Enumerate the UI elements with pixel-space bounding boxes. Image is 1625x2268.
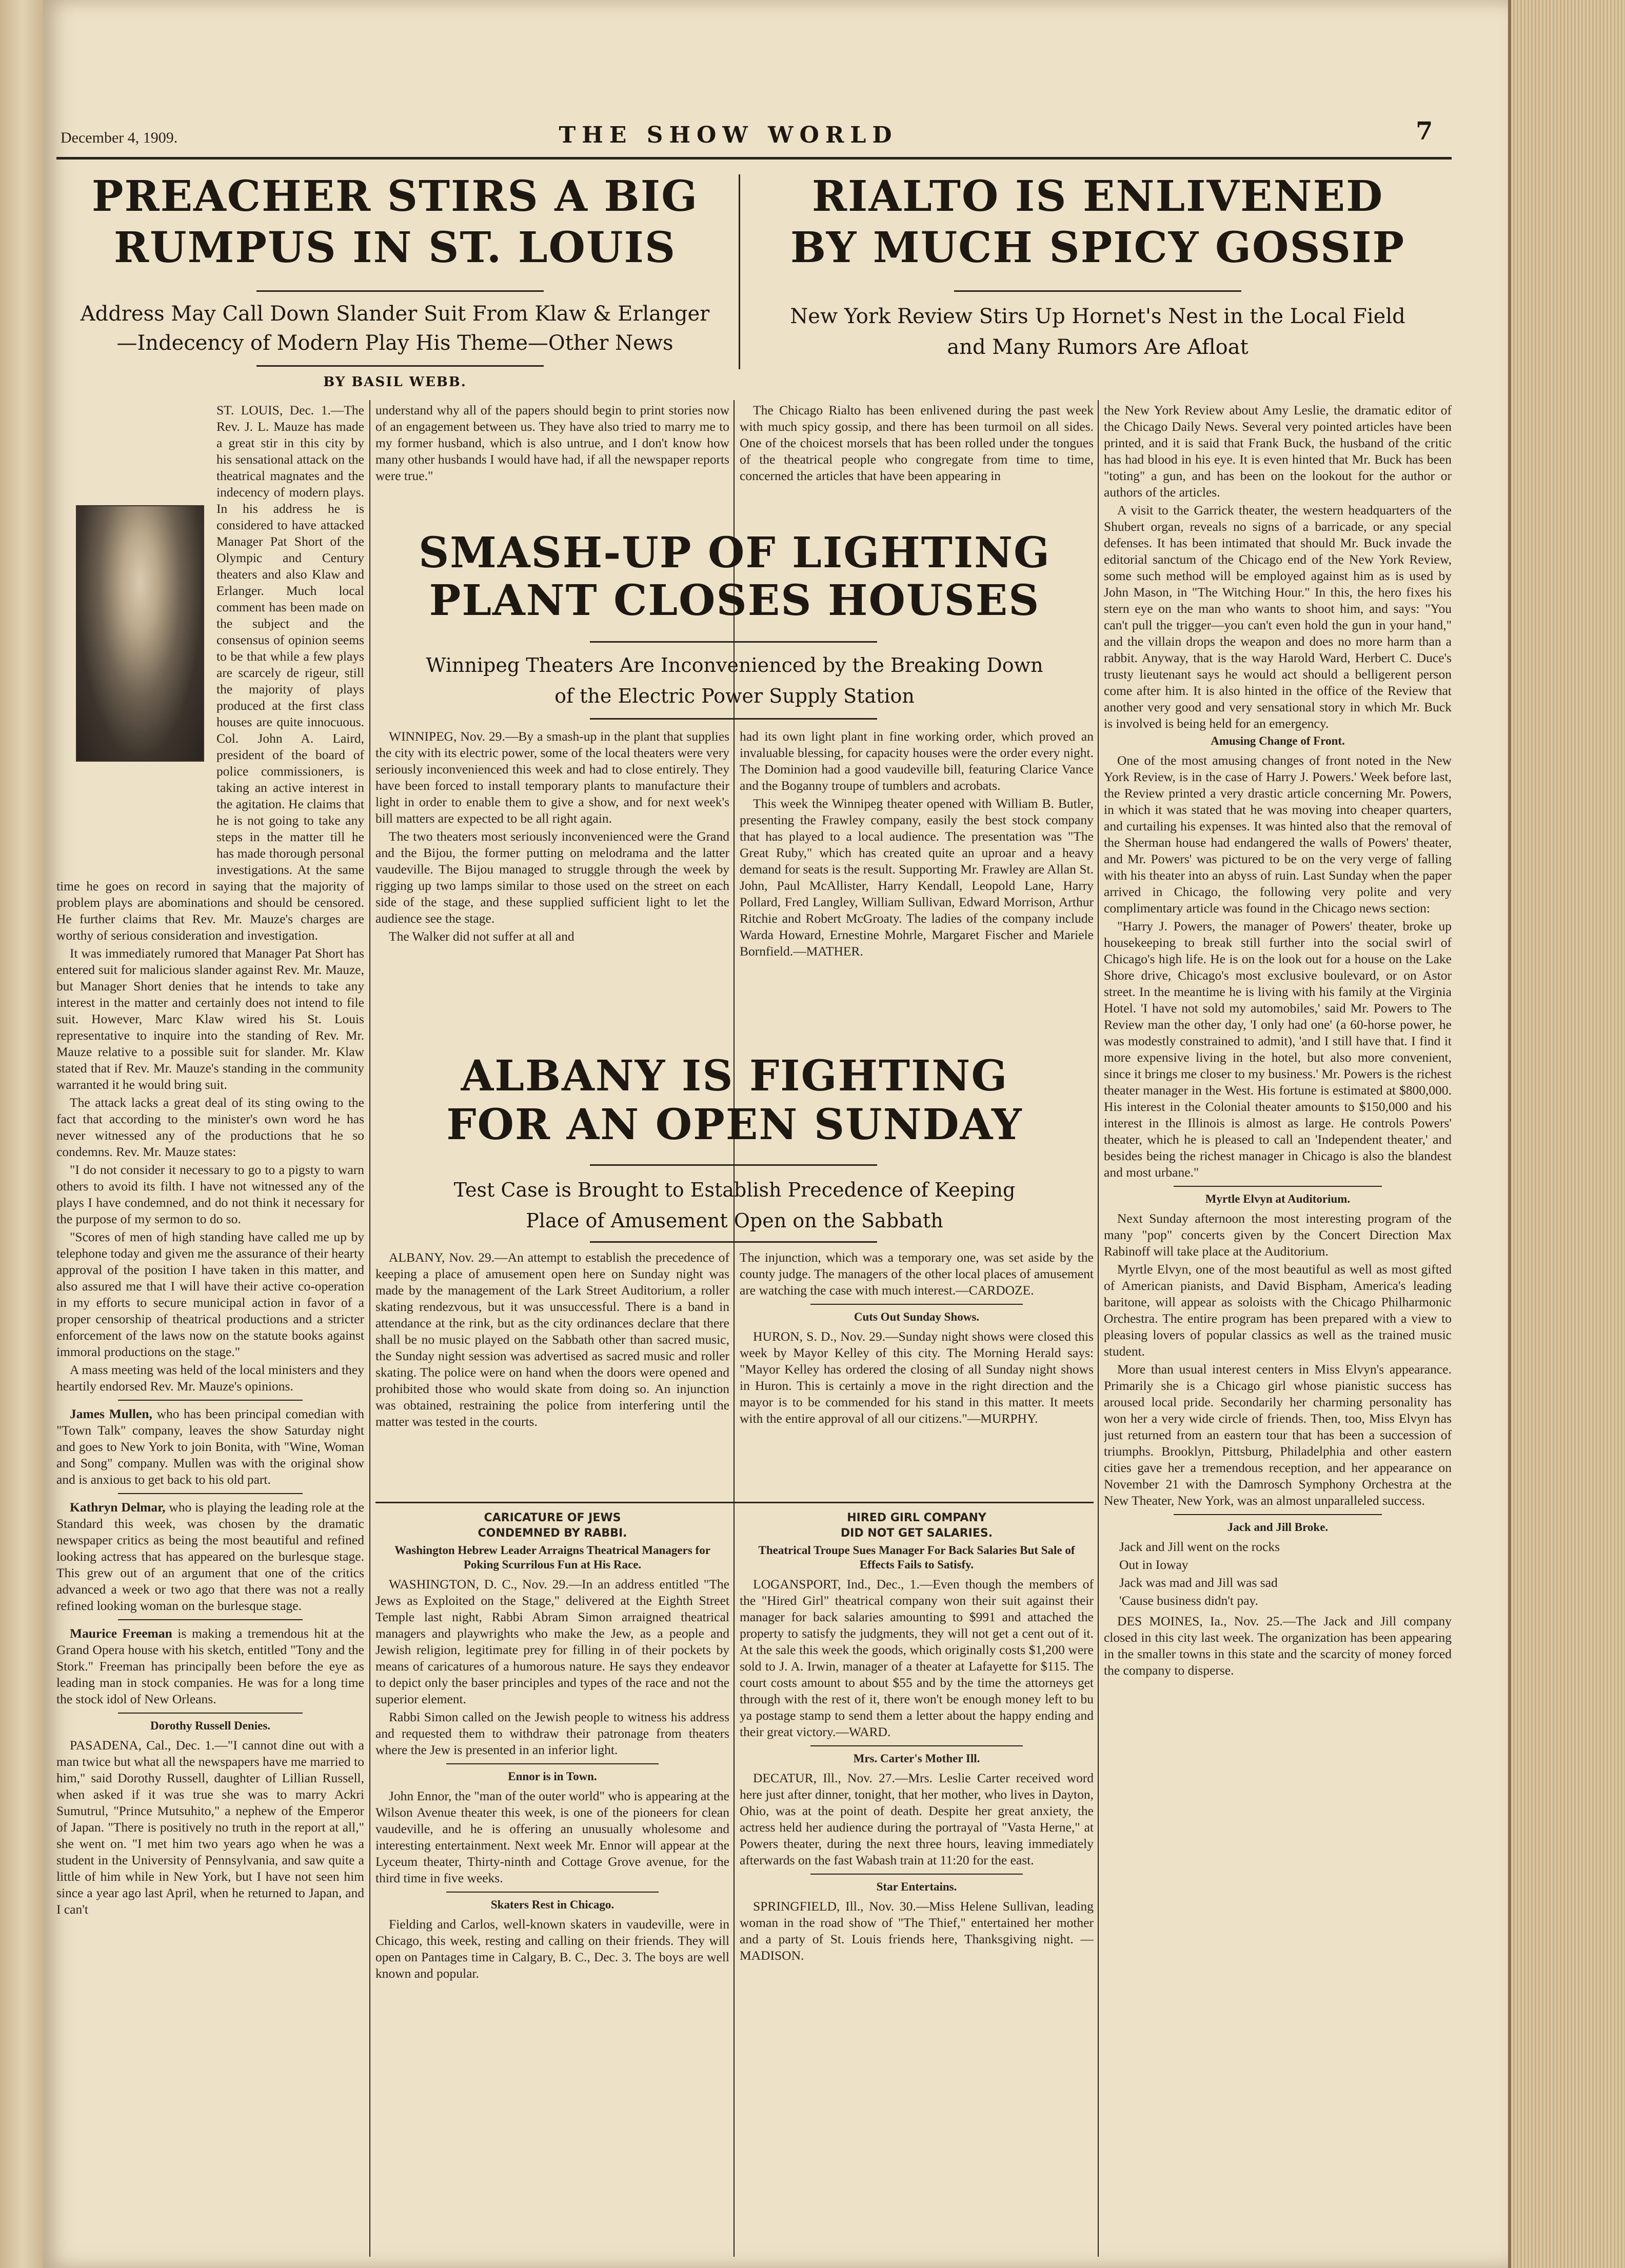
paragraph: understand why all of the papers should begin to print stories now of an engagement between us. They have also tried to marry me to my former husband, which is also untrue, and I don't know how many other husbands I would have had, if all the newspaper reports were true." bbox=[375, 403, 729, 483]
jack-head: Jack and Jill Broke. bbox=[1227, 1521, 1329, 1534]
headline-rule bbox=[590, 718, 877, 720]
paragraph: It was immediately rumored that Manager Pat Short has entered suit for malicious slander against Rev. Mr. Mauze, but Manager Short denies that he intends to take any interest in the matter and certainly does not intend to file suit. However, Marc Klaw wired his St. Louis representative to inquire into the standing of Rev. Mr. Mauze relative to a possible suit for slander. Mr. Klaw stated that if Rev. Mr. Mauze's standing in the community warranted it he would bring suit. bbox=[56, 946, 364, 1092]
subhead-albany-1: Test Case is Brought to Establish Precedence of Keeping bbox=[453, 1179, 1016, 1201]
amusing-head: Amusing Change of Front. bbox=[1211, 734, 1345, 747]
headline-rule bbox=[256, 365, 544, 367]
paragraph: John Ennor, the "man of the outer world" who is appearing at the Wilson Avenue theater this week, is one of the pioneers for clean vaudeville, and he is offering an unusually wholesome and interesting entertainment. Next week Mr. Ennor will appear at the Lyceum theater, Thirty-ninth and Cottage Grove avenue, for the third time in five weeks. bbox=[375, 1788, 729, 1885]
paragraph: had its own light plant in fine working order, which proved an invaluable blessing, for capacity houses were the order every night. The Dominion had a good vaudeville bill, featuring Clarice Vance and the Boganny troupe of tumblers and acrobats. bbox=[740, 729, 1094, 793]
headline-smashup-1: SMASH-UP OF LIGHTING bbox=[418, 528, 1051, 578]
subhead-preacher-2: —Indecency of Modern Play His Theme—Other News bbox=[116, 331, 673, 355]
news-lead: Kathryn Delmar, bbox=[70, 1500, 166, 1515]
column-rule bbox=[369, 400, 370, 2257]
caricature-article bbox=[375, 1505, 729, 2254]
headline-rule bbox=[954, 290, 1241, 292]
news-item: Kathryn Delmar, who is playing the leading role at the Standard this week, was chosen by the dramatic newspaper critics as being the most beautiful and refined looking actress that has appeared on the burlesque stage. This grew out of an argument that one of the critics advanced a week or two ago that there was not a really refined looking woman on the burlesque stage. bbox=[56, 1500, 364, 1613]
paragraph: HURON, S. D., Nov. 29.—Sunday night shows were closed this week by Mayor Kelley of this city. The Morning Herald says: "Mayor Kelley has ordered the closing of all Sunday night shows in Huron. This is certainly a move in the right direction and the mayor is to be commended for his stand in this matter. It meets with the entire approval of all our citizens."—MURPHY. bbox=[740, 1329, 1094, 1426]
albany-body-right bbox=[740, 1249, 1094, 1496]
photo-spacer bbox=[56, 500, 209, 869]
paragraph: ALBANY, Nov. 29.—An attempt to establish the precedence of keeping a place of amusement open here on Sunday night was made by the management of the Lark Street Auditorium, a roller skating rendezvous, but it was unsuccessful. There is a band in attendance at the rink, but as the city ordinances declare that there shall be no music played on the Sabbath other than sacred music, the Sunday night session was advertised as sacred music and roller skating. The police were on hand when the doors were opened and prohibited those who would skate from doing so. An injunction was obtained, restraining the police from interfering until the matter was tested in the courts. bbox=[375, 1250, 729, 1429]
paragraph: The Walker did not suffer at all and bbox=[389, 929, 574, 944]
subhead-smashup-2: of the Electric Power Supply Station bbox=[554, 685, 915, 707]
headline-rule bbox=[590, 641, 877, 643]
carter-head: Mrs. Carter's Mother Ill. bbox=[853, 1752, 980, 1765]
paragraph: DES MOINES, Ia., Nov. 25.—The Jack and Jill company closed in this city last week. The organization has been appearing in the smaller towns in this state and the scarcity of money forced the company to disperse. bbox=[1104, 1614, 1452, 1678]
paragraph: The injunction, which was a temporary one, was set aside by the county judge. The managers of the other local places of amusement are watching the case with much interest.—CARDOZE. bbox=[740, 1250, 1094, 1298]
paragraph: Rabbi Simon called on the Jewish people to witness his address and requested them to withdraw their patronage from theaters where the Jew is presented in an inferior light. bbox=[375, 1709, 729, 1757]
section-rule bbox=[375, 1502, 1094, 1503]
paragraph: A visit to the Garrick theater, the western headquarters of the Shubert organ, reveals no signs of a barricade, or any special defenses. It has been intimated that should Mr. Buck invade the editorial sanctum of the Chicago end of the New York Review, some such method will be employed against him as is used by John Mason, in "The Witching Hour." In this, the hero fixes his stern eye on the man who wants to shoot him, and says: "You can't pull the trigger—you can't even hold the gun in your hand," and the villain drops the weapon and does no more harm than a rabbit. Anyway, that is the way Harold Ward, Herbert C. Duce's trusty lieutenant says he would act should a belligerent person come after him. It is also hinted in the office of the Review that another very good and very sensational story in which Mr. Buck is involved is being held for an emergency. bbox=[1104, 503, 1452, 731]
paragraph: "Scores of men of high standing have called me up by telephone today and given me the assurance of their hearty approval of the position I have taken in this matter, and also assured me that I will have their active co-operation in my efforts to secure municipal action in favor of a proper censorship of theatrical productions and a stricter enforcement of the laws now on the statute books against immoral productions on the stage." bbox=[56, 1229, 364, 1359]
paragraph: "I do not consider it necessary to go to a pigsty to warn others to avoid its filth. I have not witnessed any of the plays I have condemned, and do not think it necessary for the purpose of my sermon to do so. bbox=[56, 1162, 364, 1226]
paragraph: WASHINGTON, D. C., Nov. 29.—In an address entitled "The Jews as Exploited on the Stage," delivered at the Eighth Street Temple last night, Rabbi Abram Simon arraigned theatrical managers and playwrights who make the Jew, as a people and Jewish religion, legitimate prey for filling in of their pockets by means of caricatures of a humorous nature. He says they endeavor to depict only the baser principles and types of the race and not the superior element. bbox=[375, 1577, 729, 1706]
paragraph: The attack lacks a great deal of its sting owing to the fact that according to the minister's own word he has never witnessed any of the productions that he so condemns. Rev. Mr. Mauze states: bbox=[56, 1095, 364, 1159]
paragraph: LOGANSPORT, Ind., Dec., 1.—Even though the members of the "Hired Girl" theatrical company won their suit against their manager for back salaries amounting to $991 and attached the property to satisfy the judgments, they will not get a cent out of it. At the sale this week the goods, which originally costs $1,200 were sold to J. A. Irwin, manager of a theater at Lafayette for $115. The court costs amount to about $55 and by the time the attorneys get through with the rest of it, there won't be enough money left to bu ya postage stamp to send them a letter about the happy ending and their great victory.—WARD. bbox=[740, 1577, 1094, 1739]
headline-rialto-1: RIALTO IS ENLIVENED bbox=[811, 172, 1384, 221]
paragraph: DECATUR, Ill., Nov. 27.—Mrs. Leslie Carter received word here just after dinner, tonight, that her mother, who lives in Dayton, Ohio, was at the point of death. Despite her great anxiety, the actress held her audience during the portrayal of "Vasta Herne," at Powers theater, during the next three hours, leaving immediately afterwards on the fast Wabash train at 11:20 for the east. bbox=[740, 1770, 1094, 1867]
subhead-smashup-1: Winnipeg Theaters Are Inconvenienced by the Breaking Down bbox=[426, 654, 1043, 677]
preacher-article-body bbox=[56, 402, 364, 2254]
news-lead: James Mullen, bbox=[70, 1406, 152, 1421]
issue-date: December 4, 1909. bbox=[61, 129, 178, 146]
albany-body-left bbox=[375, 1249, 729, 1496]
paragraph: One of the most amusing changes of front noted in the New York Review, is in the case of Harry J. Powers.' Week before last, the Review printed a very drastic article concerning Mr. Powers, in which it was stated that he was moving into cheaper quarters, and curtailing his expenses. It was hinted also that the removal of the Sherman house had endangered the walls of Powers' theater, and Mr. Powers' was pictured to be on the very verge of falling with his theater into an abyss of ruin. Last Sunday when the paper arrived in Chicago, the following very polite and very complimentary article was found in the Chicago news section: bbox=[1104, 753, 1452, 916]
news-lead: Maurice Freeman bbox=[70, 1626, 172, 1641]
dorothy-head: Dorothy Russell Denies. bbox=[150, 1719, 271, 1732]
headline-rialto-2: BY MUCH SPICY GOSSIP bbox=[790, 223, 1405, 272]
paragraph: More than usual interest centers in Miss Elvyn's appearance. Primarily she is a Chicago girl whose pianistic success has aroused local pride. Secondarily her charming personality has won her a very wide circle of friends. Then, too, Miss Elvyn has just returned from an eastern tour that has been a succession of triumphs. Brooklyn, Pittsburg, Philadelphia and other eastern cities gave her a tremendous reception, and her appearance on November 21 with the Damrosch Symphony Orchestra at the New Theater, New York, was an almost unparalleled success. bbox=[1104, 1362, 1452, 1508]
column-rule bbox=[739, 174, 740, 369]
subhead-rialto-2: and Many Rumors Are Afloat bbox=[947, 335, 1249, 359]
paragraph: Next Sunday afternoon the most interesting program of the many "pop" concerts given by the Concert Direction Max Rabinoff will take place at the Auditorium. bbox=[1104, 1211, 1452, 1259]
subhead-preacher-1: Address May Call Down Slander Suit From Klaw & Erlanger bbox=[80, 302, 710, 326]
masthead-rule bbox=[56, 157, 1452, 160]
hired-girl-article bbox=[740, 1505, 1094, 2254]
paper-title: THE SHOW WORLD bbox=[559, 122, 898, 148]
paragraph: Myrtle Elvyn, one of the most beautiful as well as most gifted of American pianists, and David Bispham, America's leading baritone, will appear as soloists with the Chicago Philharmonic Orchestra. The entire program has been prepared with a view to pleasing lovers of popular classics as well as the trained music student. bbox=[1104, 1262, 1452, 1359]
hired-girl-head: HIRED GIRL COMPANY DID NOT GET SALARIES. bbox=[840, 1511, 993, 1540]
headline-rule bbox=[590, 1164, 877, 1166]
star-head: Star Entertains. bbox=[876, 1880, 957, 1893]
paragraph: The Chicago Rialto has been enlivened during the past week with much spicy gossip, and there has been turmoil on all sides. One of the choicest morsels that has been rolled under the tongues of the theatrical people who congregate from time to time, concerned the articles that have been appearing in bbox=[740, 403, 1094, 483]
headline-albany-2: FOR AN OPEN SUNDAY bbox=[446, 1100, 1023, 1149]
paragraph: ST. LOUIS, Dec. 1.—The Rev. J. L. Mauze has made a great stir in this city by his sensational attack on the theatrical magnates and the indecency of modern plays. In his address he is considered to have attacked Manager Pat Short of the Olympic and Century theaters and also Klaw and Erlanger. Much local comment has been made on the subject and the consensus of opinion seems to be that while a few plays are scarcely de rigeur, still the majority of plays produced at the first class houses are quite innocuous. Col. John A. Laird, president of the board of police commissioners, is taking an active interest in the agitation. He claims that he is not going to take any steps in the matter till he has made thorough personal investigations. At the same time he goes on record in saying that the majority of problem plays are abominations and should be censored. He further claims that Rev. Mr. Mauze's charges are worthy of serious consideration and investigation. bbox=[56, 403, 364, 943]
poem-line: Out in Ioway bbox=[1119, 1557, 1188, 1572]
smashup-body-right bbox=[740, 728, 1094, 1046]
book-page-edges bbox=[1508, 0, 1625, 2268]
subhead-albany-2: Place of Amusement Open on the Sabbath bbox=[526, 1209, 943, 1232]
paragraph: "Harry J. Powers, the manager of Powers' theater, broke up housekeeping to break still further into the social swirl of Chicago's high life. He is on the look out for a house on the Lake Shore drive, Chicago's most exclusive boulevard, or on Astor street. In the meantime he is living with his family at the Virginia Hotel. 'I have not sold my automobiles,' said Mr. Powers to The Review man the other day, 'I only had one' (a 60-horse power, he was modestly constrained to admit), 'and I still have that. I find it more expensive living in the hotel, but also more convenient, since it brings me closer to my business.' Mr. Powers is the richest theater manager in the West. His fortune is estimated at $800,000. His interest in the Colonial theater amounts to $150,000 and his interest in the Illinois is almost as large. He controls Powers' theater, which he is pleased to call an 'Independent theater,' and besides being the richest manager in Chicago is also the blandest and most urbane." bbox=[1104, 919, 1452, 1180]
poem-line: 'Cause business didn't pay. bbox=[1119, 1593, 1259, 1608]
headline-rule bbox=[590, 1241, 877, 1243]
preacher-article-continued bbox=[375, 402, 729, 535]
news-item: James Mullen, who has been principal comedian with "Town Talk" company, leaves the show Saturday night and goes to New York to join Bonita, with "Wine, Woman and Song" company. Mullen was with the original show and is anxious to get back to his old part. bbox=[56, 1406, 364, 1487]
myrtle-head: Myrtle Elvyn at Auditorium. bbox=[1205, 1192, 1351, 1205]
subhead-rialto-1: New York Review Stirs Up Hornet's Nest in the Local Field bbox=[790, 305, 1405, 328]
caricature-subhead: Washington Hebrew Leader Arraigns Theatrical Managers for Poking Scurrilous Fun at His Race. bbox=[394, 1544, 710, 1571]
smashup-body-left bbox=[375, 728, 729, 1046]
page-number: 7 bbox=[1416, 117, 1433, 146]
byline: BY BASIL WEBB. bbox=[323, 374, 467, 390]
paragraph: PASADENA, Cal., Dec. 1.—"I cannot dine out with a man twice but what all the newspapers have me married to him," said Dorothy Russell, daughter of Lillian Russell, when asked if it was true she was to marry Ackri Sumutrul, "Prince Mutsuhito," a nephew of the Emperor of Japan. "There is positively no truth in the report at all," she went on. "I met him two years ago when he was a student in the University of Pennsylvania, and saw quite a little of him while in New York, but I have not seen him since a year ago last April, when he returned to Japan, and I can't bbox=[56, 1738, 364, 1917]
rialto-article-continued bbox=[1104, 402, 1452, 2254]
hired-girl-subhead: Theatrical Troupe Sues Manager For Back Salaries But Sale of Effects Fails to Satisfy. bbox=[758, 1544, 1075, 1571]
paragraph: Fielding and Carlos, well-known skaters in vaudeville, were in Chicago, this week, resting and calling on their friends. They will open on Pantages time in Calgary, B. C., Dec. 3. The boys are well known and popular. bbox=[375, 1917, 729, 1981]
column-rule bbox=[1098, 400, 1099, 2257]
poem-line: Jack and Jill went on the rocks bbox=[1119, 1539, 1280, 1554]
news-item: Maurice Freeman is making a tremendous hit at the Grand Opera house with his sketch, entitled "Tony and the Stork." Freeman has principally been before the eye as leading man in stock companies. He was for a long time the stock idol of New Orleans. bbox=[56, 1626, 364, 1706]
paragraph: This week the Winnipeg theater opened with William B. Butler, presenting the Frawley company, easily the best stock company that has played to a local audience. The presentation was "The Great Ruby," which has created quite an uproar and a heavy demand for seats is the result. Supporting Mr. Frawley are Allan St. John, Paul McAllister, Harry Kendall, Leopold Lane, Harry Pollard, Fred Langley, William Sullivan, Edward Morrison, Arthur Ritchie and Robert McGroaty. The ladies of the company include Warda Howard, Ernestine Mohrle, Margaret Fischer and Mariele Bornfield.—MATHER. bbox=[740, 796, 1094, 959]
cuts-head: Cuts Out Sunday Shows. bbox=[854, 1310, 980, 1323]
poem-line: Jack was mad and Jill was sad bbox=[1119, 1575, 1278, 1590]
caricature-head: CARICATURE OF JEWS CONDEMNED BY RABBI. bbox=[478, 1511, 627, 1540]
headline-albany-1: ALBANY IS FIGHTING bbox=[461, 1051, 1008, 1101]
ennor-head: Ennor is in Town. bbox=[508, 1770, 597, 1783]
skaters-head: Skaters Rest in Chicago. bbox=[490, 1898, 615, 1911]
headline-rule bbox=[256, 290, 544, 292]
paragraph: the New York Review about Amy Leslie, the dramatic editor of the Chicago Daily News. Several very pointed articles have been printed, and it is said that Frank Buck, the husband of the critic has had blood in his eye. It is even hinted that Mr. Buck has been "toting" a gun, and has been on the lookout for the author or authors of the articles. bbox=[1104, 403, 1452, 500]
headline-smashup-2: PLANT CLOSES HOUSES bbox=[429, 576, 1040, 625]
paragraph: The two theaters most seriously inconvenienced were the Grand and the Bijou, the former putting on melodrama and the latter vaudeville. The Bijou managed to struggle through the week by rigging up two lamps similar to those used on the street on each side of the stage, and these supplied sufficient light to let the audience see the stage. bbox=[375, 829, 729, 926]
paragraph: SPRINGFIELD, Ill., Nov. 30.—Miss Helene Sullivan, leading woman in the road show of "The Thief," entertained her mother and a party of St. Louis friends here, Thanksgiving night. — MADISON. bbox=[740, 1899, 1094, 1963]
rialto-article-start bbox=[740, 402, 1094, 535]
paragraph: WINNIPEG, Nov. 29.—By a smash-up in the plant that supplies the city with its electric power, some of the local theaters were very seriously inconvenienced this week and had to close entirely. They have been forced to install temporary plants to manufacture their light in order to enable them to give a show, and for next week's bill matters are expected to be all right again. bbox=[375, 729, 729, 826]
paragraph: A mass meeting was held of the local ministers and they heartily endorsed Rev. Mr. Mauze's opinions. bbox=[56, 1362, 364, 1394]
headline-preacher-2: RUMPUS IN ST. LOUIS bbox=[113, 223, 677, 272]
headline-preacher-1: PREACHER STIRS A BIG bbox=[91, 172, 699, 221]
